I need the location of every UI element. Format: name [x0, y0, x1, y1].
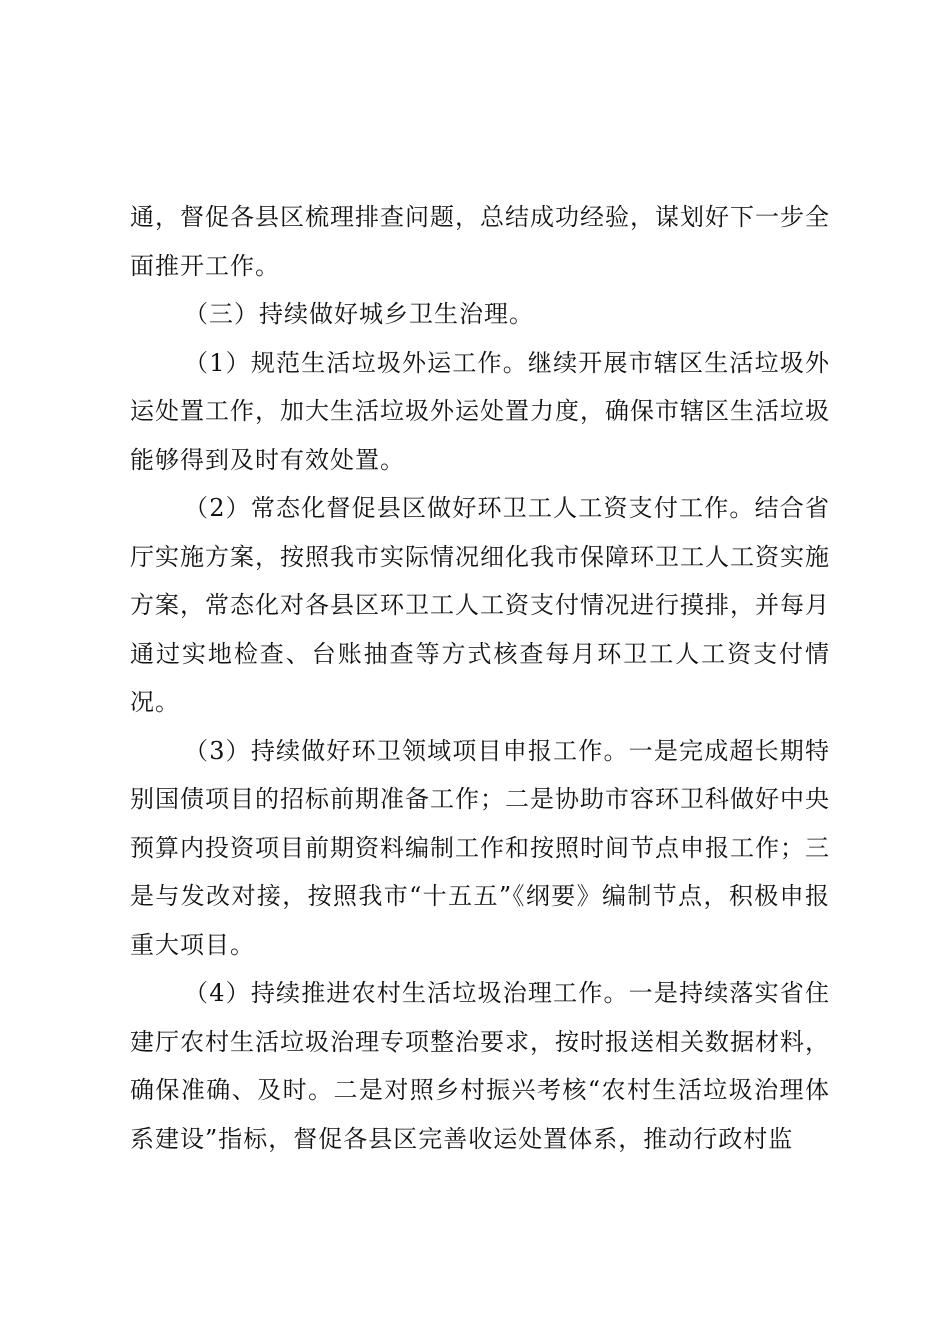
section-heading-3: （三）持续做好城乡卫生治理。 — [184, 300, 534, 328]
paragraph-item-2: （2）常态化督促县区做好环卫工人工资支付工作。结合省厅实施方案，按照我市实际情况细化我市保障环卫工人工资实施方案，常态化对各县区环卫工人工资支付情况进行摸排，并每月通过实地检查、台账抽查等方式核查每月环卫工人工资支付情况。 — [130, 494, 830, 716]
paragraph-item-1: （1）规范生活垃圾外运工作。继续开展市辖区生活垃圾外运处置工作，加大生活垃圾外运处置力度，确保市辖区生活垃圾能够得到及时有效处置。 — [130, 348, 830, 474]
document-body — [130, 193, 830, 1163]
paragraph-continuation: 通，督促各县区梳理排查问题，总结成功经验，谋划好下一步全面推开工作。 — [130, 203, 830, 280]
paragraph-item-4: （4）持续推进农村生活垃圾治理工作。一是持续落实省住建厅农村生活垃圾治理专项整治要求，按时报送相关数据材料，确保准确、及时。二是对照乡村振兴考核“农村生活垃圾治理体系建设”指标，督促各县区完善收运处置体系，推动行政村监 — [130, 979, 830, 1153]
paragraph-item-3: （3）持续做好环卫领域项目申报工作。一是完成超长期特别国债项目的招标前期准备工作；二是协助市容环卫科做好中央预算内投资项目前期资料编制工作和按照时间节点申报工作；三是与发改对接，按照我市“十五五”《纲要》编制节点，积极申报重大项目。 — [130, 736, 830, 959]
